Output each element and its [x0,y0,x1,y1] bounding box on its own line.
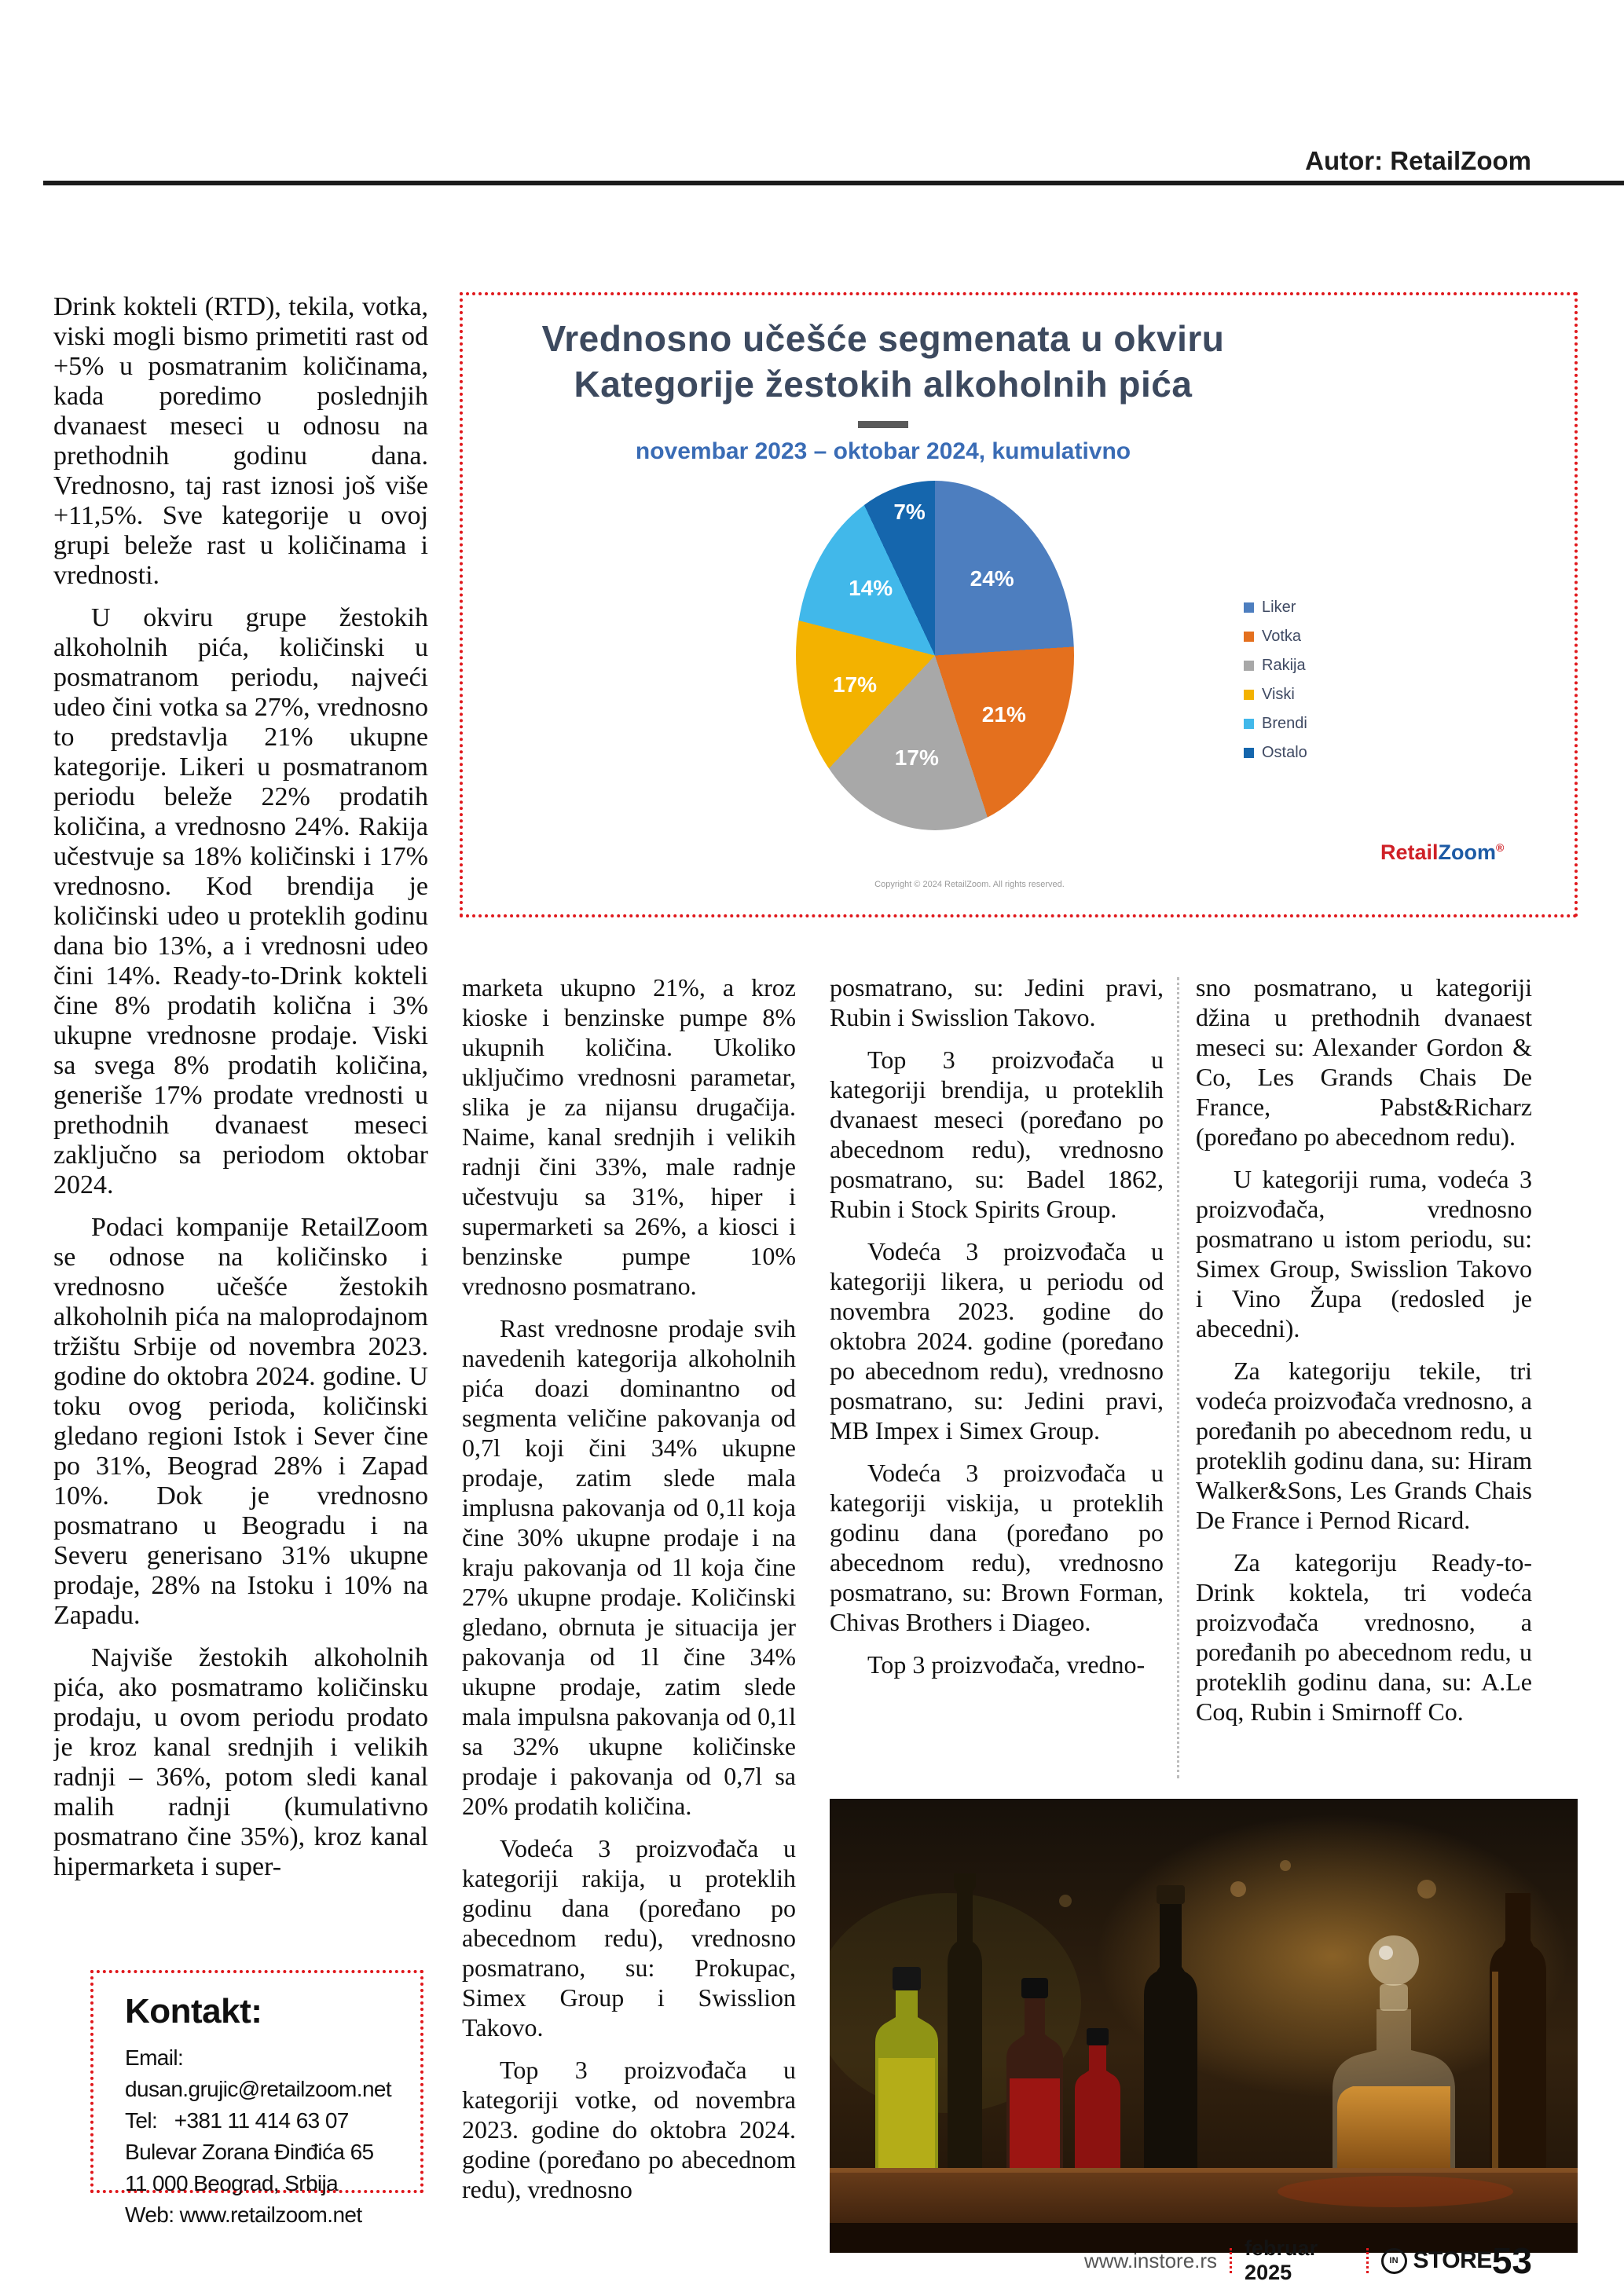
paragraph: Drink kokteli (RTD), tekila, votka, viski mogli bismo primetiti rast od +5% u posmatranim količinama, kada poredimo poslednjih dvanaest meseci u odnosu na prethodnih godinu dana. Vrednosno, taj rast iznosi još više +11,5%. Sve kategorije u ovoj grupi beleže rast u količinama i vrednosti. [53,292,428,590]
chart-title-line1: Vrednosno učešće segmenata u okviru [541,318,1225,359]
kontakt-email[interactable]: Email: dusan.grujic@retailzoom.net [125,2045,392,2101]
text-column-1 [53,292,428,1962]
kontakt-tel: Tel: +381 11 414 63 07 [125,2108,349,2133]
chart-box [460,292,1578,917]
pie-slice-label: 17% [832,672,878,697]
legend-label: Viski [1262,686,1295,703]
small-red-bottle-cap [1087,2028,1109,2045]
right-bottle-rimlight [1492,1972,1498,2176]
paragraph: Top 3 proizvođača u kategoriji votke, od novembra 2023. godine do oktobra 2024. godine (poređano po abecednom redu), vrednosno [462,2056,796,2203]
paragraph: marketa ukupno 21%, a kroz kioske i benzinske pumpe 8% ukupnih količina. Ukoliko uključimo vrednosni parametar, slika je za nijansu drugačija. Naime, kanal srednjih i velikih radnji čini 33%, male radnje učestvuju sa 31%, hiper i supermarketi sa 26%, a kiosci i benzinske pumpe 10% vrednosno posmatrano. [462,973,796,1300]
footer-separator [1366,2248,1369,2273]
bokeh-dot [1417,1880,1436,1899]
chart-subtitle: novembar 2023 – oktobar 2024, kumulativno [635,438,1131,464]
retailzoom-logo-zoom: Zoom [1438,840,1497,864]
paragraph: Za kategoriju Ready-to-Drink koktela, tri vodeća proizvođača vrednosno, a poređanih po abecednom redu, u proteklih godinu dana, su: A.Le Coq, Rubin i Smirnoff Co. [1196,1548,1532,1726]
text-column-3 [830,972,1164,1788]
pie [796,481,1074,830]
legend-swatch [1244,690,1254,700]
decanter-neck [1380,1984,1408,2011]
paragraph: Top 3 proizvođača, vredno- [867,1650,1146,1679]
text-column-4 [1196,972,1532,1761]
red-bottle-liquid [1010,2078,1060,2173]
author-credit: Autor: RetailZoom [1305,146,1531,175]
pie-slice-label: 14% [849,576,893,601]
kontakt-address-city: 11 000 Beograd, Srbija [125,2171,339,2195]
pie-slice-label: 17% [894,745,939,770]
header-rule [43,181,1624,185]
legend-item [1244,686,1307,704]
olive-oil-liquid [878,2058,935,2168]
chart-copyright: Copyright © 2024 RetailZoom. All rights reserved. [874,880,1065,889]
kontakt-web[interactable]: Web: www.retailzoom.net [125,2203,362,2227]
chart-legend [1244,599,1307,773]
chart-title [463,316,1303,407]
legend-label: Ostalo [1262,744,1307,761]
bokeh-dot [1059,1895,1072,1907]
legend-swatch [1244,632,1254,642]
pie-slice-label: 24% [970,566,1014,591]
board-edge-highlight [830,2168,1578,2173]
title-divider-dash [858,421,908,428]
legend-swatch [1244,661,1254,671]
legend-label: Rakija [1262,657,1306,674]
legend-item [1244,599,1307,617]
pie-slice-label: 7% [893,500,926,525]
legend-label: Liker [1262,599,1296,616]
bokeh-dot [1230,1881,1246,1897]
column-divider [1177,977,1179,1778]
kontakt-box [90,1970,423,2227]
legend-label: Votka [1262,628,1302,645]
footer-separator [1230,2248,1232,2273]
paragraph: Vodeća 3 proizvođača u kategoriji viskija, u proteklih godinu dana (poređano po abecednom redu), vrednosno posmatrano, su: Brown Forman, Chivas Brothers i Diageo. [830,1459,1164,1636]
paragraph: U okviru grupe žestokih alkoholnih pića, količinski u posmatranom periodu, najveći udeo čini votka sa 27%, vrednosno to predstavlja 21% ukupne kategorije. Likeri u posmatranom periodu beleže 22% prodatih količina, a vrednosno 24%. Rakija učestvuje sa 18% količinski i 17% vrednosno. Kod brendija je količinski udeo u proteklih godinu dana bio 13%, a i vrednosni udeo čini 14%. Ready-to-Drink kokteli čine 8% prodatih količna i 3% ukupne vrednosne prodaje. Viski sa svega 8% prodatih količina, generiše 17% prodate vrednosti u prethodnih dvanaest meseci zaključno sa periodom oktobar 2024. [53,603,428,1199]
stopper-highlight [1379,1946,1393,1960]
kontakt-heading: Kontakt: [125,1992,262,2031]
legend-item [1244,657,1307,675]
text-column-2 [462,972,796,2286]
page-number: 53 [1491,2240,1532,2281]
paragraph: Top 3 proizvođača u kategoriji brendija, u proteklih dvanaest meseci (poređano po abecednom redu), vrednosno posmatrano, su: Badel 1862, Rubin i Stock Spirits Group. [830,1045,1164,1223]
paragraph: Vodeća 3 proizvođača u kategoriji rakija, u proteklih godinu dana (poređano po abecednom redu), vrednosno posmatrano, su: Prokupac, Simex Group i Swisslion Takovo. [462,1834,796,2041]
chart-title-line2: Kategorije žestokih alkoholnih pića [574,364,1193,405]
bottles-photo-svg [830,1799,1578,2253]
paragraph: Vodeća 3 proizvođača u kategoriji likera, u periodu od novembra 2023. godine do oktobra 2024. godine (poređano po abecednom redu), vrednosno posmatrano, su: Jedini pravi, MB Impex i Simex Group. [830,1237,1164,1445]
legend-swatch [1244,602,1254,613]
red-reflection [1278,2176,1513,2207]
retailzoom-logo-retail: Retail [1380,840,1439,864]
decanter-stopper [1369,1935,1419,1986]
bokeh-dot [1280,1860,1291,1871]
paragraph: Rast vrednosne prodaje svih navedenih kategorija alkoholnih pića doazi dominantno od segmenta veličine pakovanja od 0,7l koji čini 34% ukupne prodaje, zatim slede mala implusna pakovanja od 0,1l koja čine 30% ukupne prodaje i na kraju pakovanja od 1l koja čine 27% ukupne prodaje. Količinski gledano, obrnuta je situacija jer pakovanja od 1l čine 34% ukupne prodaje, zatim slede mala impulsna pakovanja od 0,1l sa 32% ukupne količinske prodaje i pakovanja od 0,7l sa 20% prodatih količina. [462,1314,796,1820]
paragraph: Za kategoriju tekile, tri vodeća proizvođača vrednosno, a poređanih po abecednom redu, u proteklih godinu dana, su: Hiram Walker&Sons, Les Grands Chais De France i Pernod Ricard. [1196,1357,1532,1534]
legend-swatch [1244,719,1254,729]
footer [1084,2236,1532,2284]
registered-mark: ® [1496,841,1505,854]
center-bottle-cap [1157,1885,1185,1904]
legend-label: Brendi [1262,715,1307,732]
bottles-photo [830,1799,1578,2253]
red-bottle-cap [1021,1978,1048,1998]
paragraph: sno posmatrano, u kategoriji džina u prethodnih dvanaest meseci su: Alexander Gordon & Co, Les Grands Chais De France, Pabst&Richarz (poređano po abecednom redu). [1196,973,1532,1151]
instore-logo-icon: IN [1381,2248,1407,2274]
pie-slice-label: 21% [981,701,1026,727]
footer-issue: februar 2025 [1245,2236,1318,2284]
legend-item [1244,715,1307,733]
legend-swatch [1244,748,1254,758]
footer-brand: STORE [1413,2247,1492,2273]
paragraph: Najviše žestokih alkoholnih pića, ako posmatramo količinsku prodaju, u ovom periodu prodato je kroz kanal srednjih i velikih radnji – 36%, potom sledi kanal malih radnji (kumulativno posmatrano čine 35%), kroz kanal hipermarketa i super- [53,1643,428,1881]
legend-item [1244,744,1307,762]
paragraph: posmatrano, su: Jedini pravi, Rubin i Swisslion Takovo. [830,973,1164,1031]
paragraph: Podaci kompanije RetailZoom se odnose na količinsko i vrednosno učešće žestokih alkoholnih pića na maloprodajnom tržištu Srbije od novembra 2023. godine do oktobra 2024. godine. U toku ovog perioda, količinski gledano regioni Istok i Sever čine po 31%, Beograd 28% i Zapad 10%. Dok je vrednosno posmatrano u Beogradu i na Severu generisano 31% ukupne prodaje, 28% na Istoku i 10% na Zapadu. [53,1213,428,1630]
footer-site-url[interactable]: www.instore.rs [1084,2248,1218,2272]
kontakt-address-street: Bulevar Zorana Đinđića 65 [125,2140,374,2164]
olive-oil-cap [893,1967,921,1990]
paragraph: U kategoriji ruma, vodeća 3 proizvođača, vrednosno posmatrano u istom periodu, su: Simex Group, Swisslion Takovo i Vino Župa (redosled je abecedni). [1196,1165,1532,1342]
retailzoom-logo [1380,840,1504,865]
legend-item [1244,628,1307,646]
